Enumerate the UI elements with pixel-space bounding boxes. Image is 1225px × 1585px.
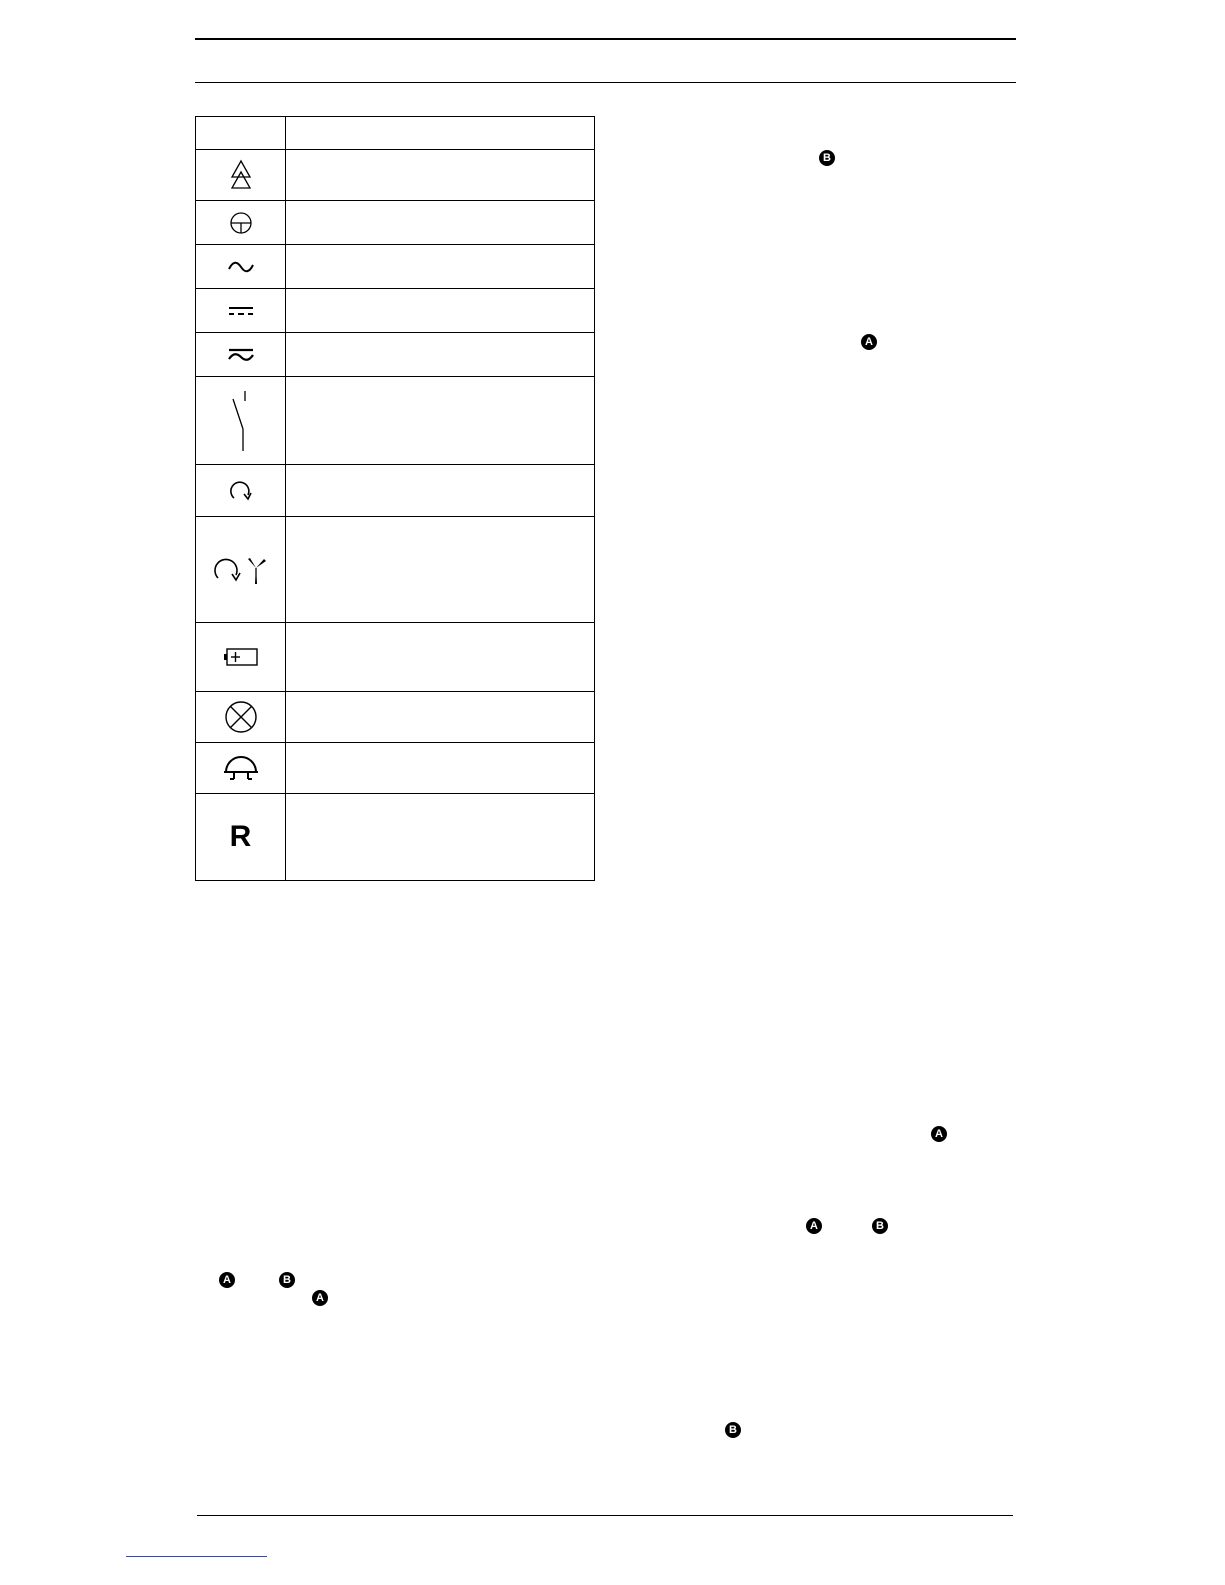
meaning-cell xyxy=(286,794,595,881)
symbol-table xyxy=(195,116,595,881)
symbol-cell xyxy=(196,517,286,623)
meaning-cell xyxy=(286,245,595,289)
symbol-cell xyxy=(196,377,286,465)
meaning-cell xyxy=(286,150,595,201)
callout-marker-b: B xyxy=(819,150,835,166)
meaning-cell xyxy=(286,289,595,333)
callout-marker-a: A xyxy=(806,1218,822,1234)
tilde-ac-icon xyxy=(196,259,285,275)
rotation-arrow-icon xyxy=(196,479,285,503)
table-row xyxy=(196,743,595,794)
r-letter-symbol: R xyxy=(229,820,252,853)
circle-tee-icon xyxy=(196,210,285,236)
table-header-row xyxy=(196,117,595,150)
meaning-cell xyxy=(286,623,595,692)
callout-marker-a: A xyxy=(861,334,877,350)
horn-icon xyxy=(196,754,285,782)
table-row xyxy=(196,517,595,623)
table-row xyxy=(196,150,595,201)
symbol-cell xyxy=(196,743,286,794)
meaning-cell xyxy=(286,692,595,743)
table-row xyxy=(196,333,595,377)
symbol-cell xyxy=(196,150,286,201)
meaning-cell xyxy=(286,333,595,377)
header-symbol-cell xyxy=(196,117,286,150)
symbol-cell xyxy=(196,201,286,245)
table-row xyxy=(196,289,595,333)
footer-link-underline[interactable] xyxy=(126,1556,267,1557)
table-row xyxy=(196,692,595,743)
callout-marker-b: B xyxy=(725,1422,741,1438)
table-row xyxy=(196,245,595,289)
meaning-cell xyxy=(286,517,595,623)
symbol-cell xyxy=(196,465,286,517)
symbol-cell xyxy=(196,794,286,881)
meaning-cell xyxy=(286,377,595,465)
rotation-fan-icon xyxy=(196,554,285,586)
callout-marker-a: A xyxy=(312,1290,328,1306)
switch-icon xyxy=(196,389,285,453)
table-row xyxy=(196,201,595,245)
battery-icon xyxy=(196,647,285,667)
footer-rule xyxy=(197,1515,1013,1516)
callout-marker-a: A xyxy=(931,1126,947,1142)
symbol-cell xyxy=(196,623,286,692)
symbol-cell xyxy=(196,289,286,333)
symbol-cell xyxy=(196,245,286,289)
ac-dc-icon xyxy=(196,347,285,363)
meaning-cell xyxy=(286,201,595,245)
meaning-cell xyxy=(286,465,595,517)
table-row xyxy=(196,377,595,465)
header-meaning-cell xyxy=(286,117,595,150)
table-row xyxy=(196,623,595,692)
table-row xyxy=(196,794,595,881)
callout-marker-b: B xyxy=(279,1272,295,1288)
lamp-icon xyxy=(196,700,285,734)
double-triangle-icon xyxy=(196,159,285,191)
table-row xyxy=(196,465,595,517)
callout-marker-b: B xyxy=(872,1218,888,1234)
symbol-cell xyxy=(196,692,286,743)
dc-current-icon xyxy=(196,305,285,317)
callout-marker-a: A xyxy=(219,1272,235,1288)
meaning-cell xyxy=(286,743,595,794)
header-rule-top xyxy=(195,38,1016,40)
header-rule-bottom xyxy=(195,82,1016,83)
symbol-cell xyxy=(196,333,286,377)
